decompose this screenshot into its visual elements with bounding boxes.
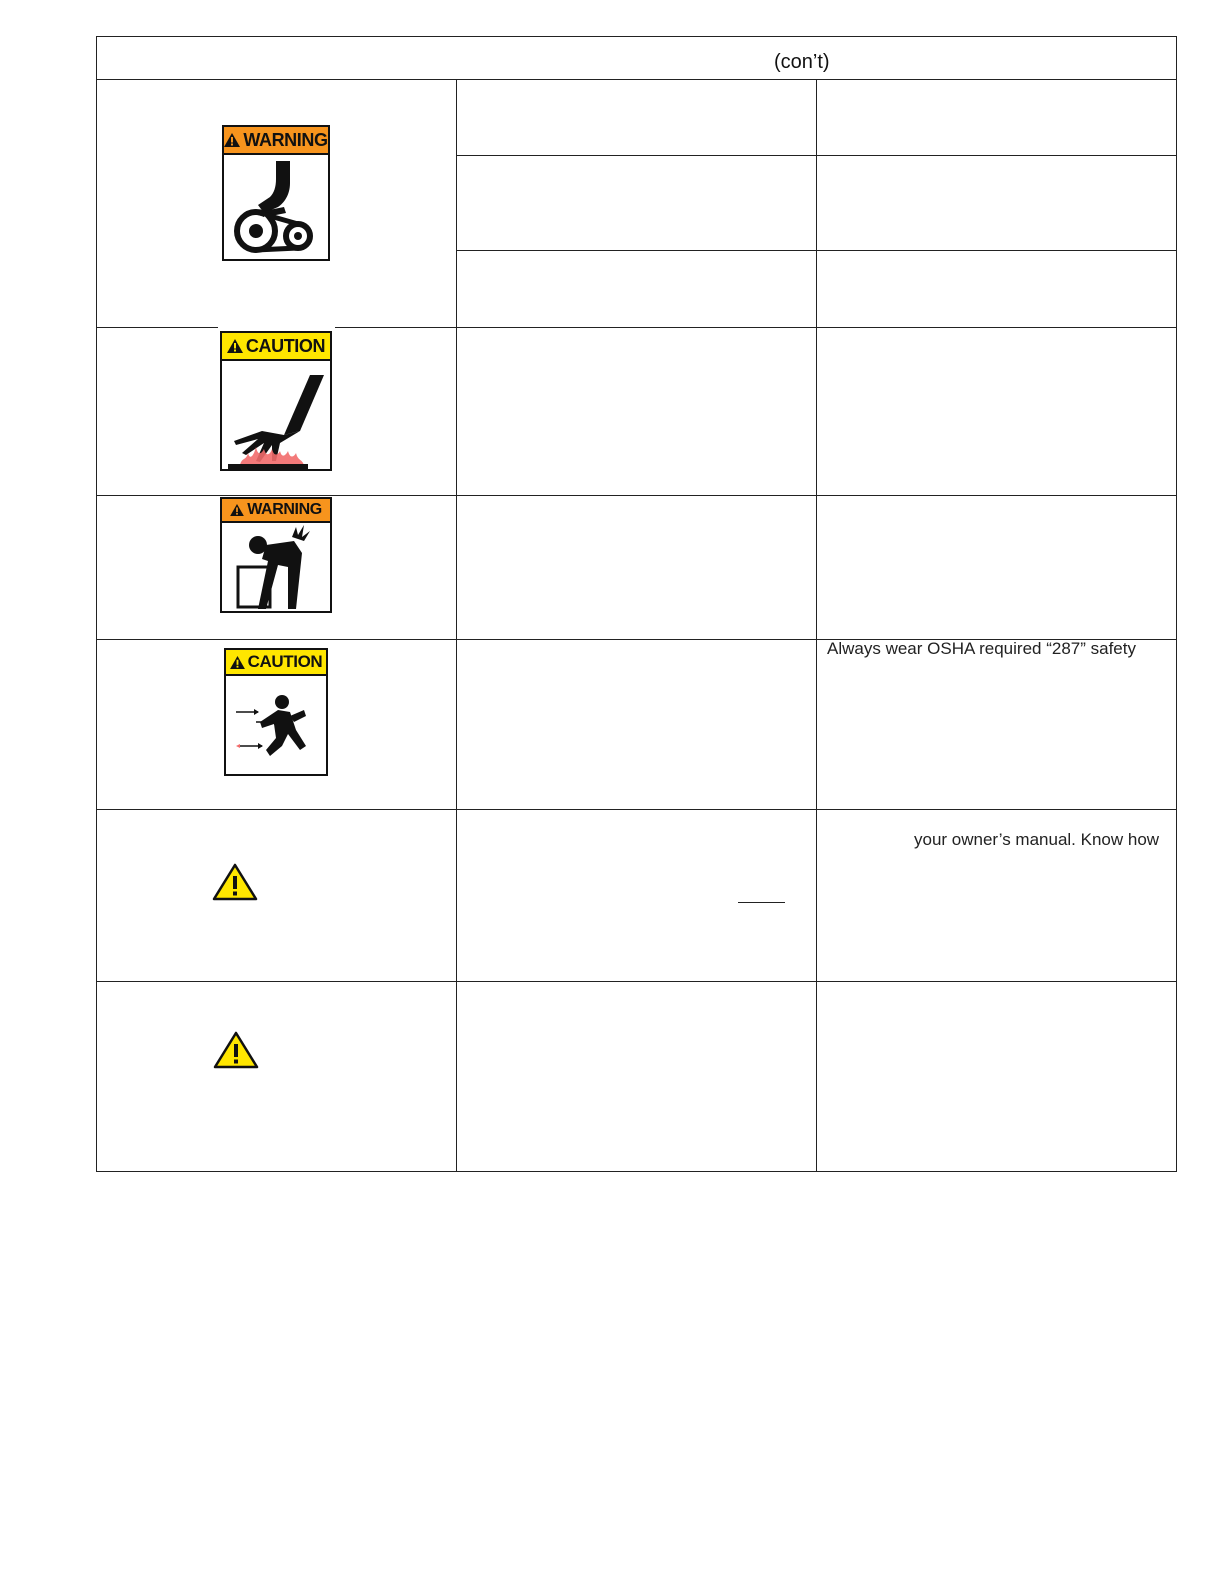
row-divider-5 (96, 981, 1177, 982)
table-border-right (1176, 36, 1177, 1172)
caution-sign-hot-surface (220, 331, 332, 471)
flying-debris-person-icon (226, 676, 326, 776)
sign-header (226, 650, 326, 676)
row-4-column-3-text: Always wear OSHA required “287” safety (827, 639, 1136, 658)
row-divider-2 (96, 495, 1177, 496)
safety-alert-triangle-icon (213, 1031, 259, 1069)
fill-in-blank-underline (738, 902, 785, 903)
alert-triangle-icon (230, 656, 245, 669)
sign-header (224, 127, 328, 155)
safety-table (96, 36, 1177, 1172)
entanglement-hand-belt-icon (224, 155, 328, 261)
safety-alert-triangle-icon (212, 863, 258, 901)
sign-header (222, 333, 330, 361)
table-border-bottom (96, 1171, 1177, 1172)
row-divider-1 (96, 327, 218, 328)
sign-label: WARNING (247, 501, 322, 518)
alert-triangle-icon (227, 339, 243, 353)
alert-triangle-icon (224, 133, 240, 147)
row-divider-1b (335, 327, 1177, 328)
hot-surface-hand-icon (222, 361, 330, 471)
warning-sign-entanglement (222, 125, 330, 261)
column-divider-2 (816, 79, 817, 1172)
column-divider-1 (456, 79, 457, 1172)
table-border-left (96, 36, 97, 1172)
lifting-hazard-back-icon (222, 523, 330, 613)
sign-header (222, 499, 330, 523)
row-5-column-3-text: your owner’s manual. Know how (914, 830, 1160, 849)
header-row-divider (96, 79, 1177, 80)
caution-sign-flying-debris (224, 648, 328, 776)
table-border-top (96, 36, 1177, 37)
sign-label: CAUTION (245, 336, 326, 356)
sign-label: CAUTION (247, 652, 323, 671)
alert-triangle-icon (230, 504, 244, 516)
sign-label: WARNING (243, 130, 328, 150)
warning-sign-lifting (220, 497, 332, 613)
table-header-title: (con’t) (774, 51, 830, 73)
row-divider-4 (96, 809, 1177, 810)
